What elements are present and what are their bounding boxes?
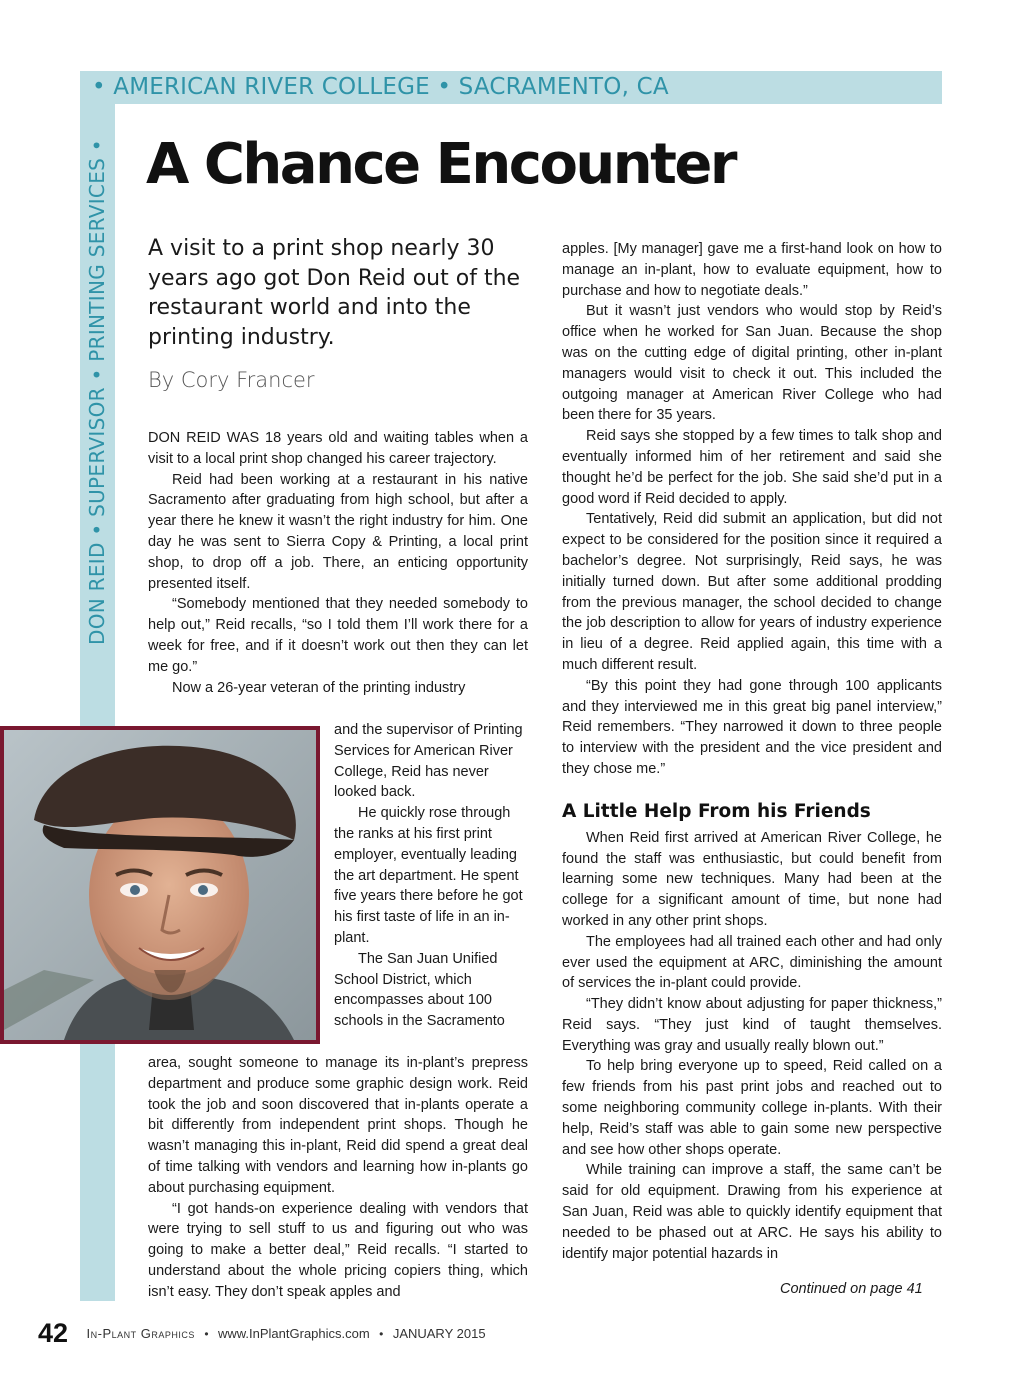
paragraph: and the supervisor of Printing Services for American River College, Reid has never looked back. xyxy=(334,722,523,801)
paragraph: Now a 26-year veteran of the printing industry xyxy=(172,679,466,696)
page-number: 42 xyxy=(38,1318,69,1348)
column-1-bottom xyxy=(148,1053,528,1303)
website-link[interactable]: www.InPlantGraphics.com xyxy=(217,1326,370,1341)
paragraph: apples. [My manager] gave me a first-hand look on how to manage an in-plant, how to evaluate equipment, how to purchase and how to negotiate deals.” xyxy=(562,241,942,299)
paragraph: The San Juan Unified School District, which encompasses about 100 schools in the Sacramento xyxy=(334,950,505,1030)
portrait-photo xyxy=(0,726,320,1044)
footer-separator: • xyxy=(379,1326,384,1341)
paragraph: Reid says she stopped by a few times to talk shop and eventually informed him of her retirement and said she thought he’d be perfect for the job. She said she’d put in a good word if Reid decided to apply. xyxy=(562,428,942,507)
paragraph: “Somebody mentioned that they needed somebody to help out,” Reid recalls, “so I told them I’ll work there for a week for free, and if it doesn’t work out then they can let me go.” xyxy=(148,596,528,675)
issue-date: JANUARY 2015 xyxy=(392,1326,486,1341)
top-header-band xyxy=(80,71,942,104)
paragraph: The employees had all trained each other and had only ever used the equipment at ARC, diminishing the amount of services the in-plant could provide. xyxy=(562,933,942,992)
publication-name: In-Plant Graphics xyxy=(86,1326,195,1341)
paragraph: Reid had been working at a restaurant in his native Sacramento after graduating from high school, but after a year there he knew it wasn’t the right industry for him. One day he was sent to Sierra Copy & Printing, a local print shop, to drop off a job. There, an enticing opportunity presented itself. xyxy=(148,471,528,592)
paragraph: area, sought someone to manage its in-plant’s prepress department and produce some graphic design work. Reid took the job and soon discovered that in-plants operate a bit differently from independent print shops. Though he wasn’t managing this in-plant, Reid did spend a great deal of time talking with vendors and learning how in-plants go about purchasing equipment. xyxy=(148,1055,528,1196)
paragraph: “I got hands-on experience dealing with vendors that were trying to sell stuff to us and figuring out who was going to make a better deal,” Reid recalls. “I started to understand about the whole pricing copiers thing, which isn’t easy. They don’t speak apples and xyxy=(148,1200,528,1300)
portrait-illustration xyxy=(4,730,316,1040)
page-footer xyxy=(38,1318,486,1349)
section-subhead: A Little Help From his Friends xyxy=(562,800,871,822)
paragraph: Tentatively, Reid did submit an application, but did not expect to be considered for the position since it required a bachelor’s degree. Not surprisingly, Reid says, he was initially turned down. But after some additional prodding from the previous manager, the school decided to change the job description to allow for years of industry experience in lieu of a degree. Reid applied again, this time with a much different result. xyxy=(562,511,942,673)
side-profile-text: DON REID • SUPERVISOR • PRINTING SERVICES • xyxy=(85,139,109,645)
article-byline: By Cory Francer xyxy=(148,368,315,392)
article-deck: A visit to a print shop nearly 30 years ago got Don Reid out of the restaurant world and into the printing industry. xyxy=(148,236,521,350)
paragraph: While training can improve a staff, the same can’t be said for old equipment. Drawing from his experience at San Juan, Reid was able to quickly identify equipment that needed to be phased out at ARC. He says his ability to identify major potential hazards in xyxy=(562,1162,942,1262)
paragraph: He quickly rose through the ranks at his first print employer, eventually leading the art department. He spent five years there before he got his first taste of life in an in-plant. xyxy=(334,805,523,946)
column-1-narrow xyxy=(334,720,528,1032)
column-1-top xyxy=(148,428,528,698)
footer-separator: • xyxy=(204,1326,209,1341)
article-title: A Chance Encounter xyxy=(146,132,736,197)
continued-note: Continued on page 41 xyxy=(780,1281,923,1297)
paragraph: “They didn’t know about adjusting for paper thickness,” Reid says. “They just kind of taught themselves. Everything was gray and usually really blown out.” xyxy=(562,996,942,1054)
paragraph: But it wasn’t just vendors who would stop by Reid’s office when he worked for San Juan. Because the shop was on the cutting edge of digital printing, other in-plant managers would visit to check it out. This included the outgoing manager at American River College who had been there for 35 years. xyxy=(562,303,942,424)
header-location-text: • AMERICAN RIVER COLLEGE • SACRAMENTO, CA xyxy=(92,74,669,100)
paragraph: DON REID WAS 18 years old and waiting tables when a visit to a local print shop changed his career trajectory. xyxy=(148,430,528,467)
paragraph: When Reid first arrived at American River College, he found the staff was enthusiastic, but could benefit from learning some new techniques. Many had been at the college for a significant amount of time, but none had worked in any other print shops. xyxy=(562,829,942,929)
paragraph: To help bring everyone up to speed, Reid called on a few friends from his past print jobs and reached out to some neighboring community college in-plants. With their help, Reid’s staff was able to gain some new perspective and see how other shops operate. xyxy=(562,1058,942,1158)
column-2 xyxy=(562,239,942,1264)
paragraph: “By this point they had gone through 100 applicants and they interviewed me in this great big panel interview,” Reid remembers. “They narrowed it down to three people to interview with the president and the vice president and they chose me.” xyxy=(562,677,942,777)
